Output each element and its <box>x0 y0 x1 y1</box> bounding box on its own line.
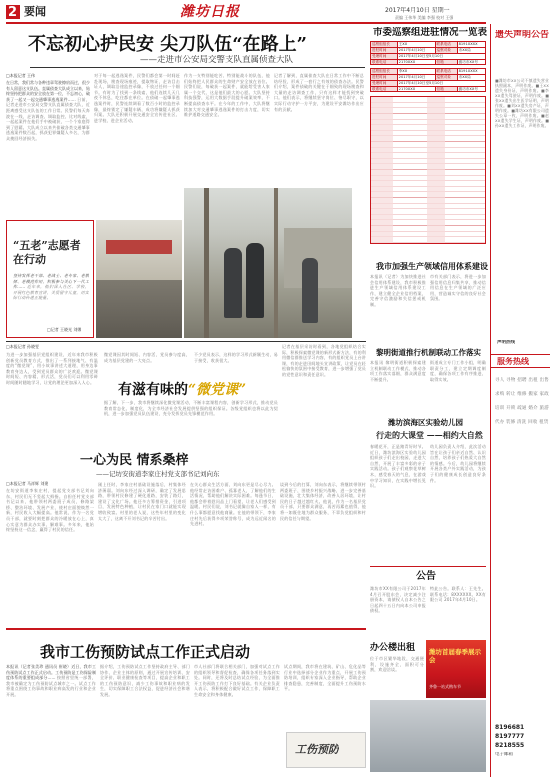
feature-rule <box>6 341 366 342</box>
cell-label: 联系电话 <box>371 59 398 65</box>
lead-column-5 <box>274 188 364 212</box>
masthead <box>0 0 550 24</box>
street-column-1: 本报讯 黎明街道积极探索建立机制联动工作模式，推动各项工作落实落细，群众满意度不断提升。 <box>370 360 426 382</box>
cell-value: 2017年4月10日 <box>397 47 435 53</box>
bottom-column-1: 本报讯（记者张美珍 通讯员 崔晓）近日，我市工伤预防试点工作正式启动。工伤预防是工伤保险制度体系的重要组成部分…… 按照省里统一部署，我市被确定为工伤预防试点城市之一。试点工作将重点围绕工伤事故和职业病高发的行业和企业开展。 <box>6 664 96 697</box>
cell-value: 潍坊市XX号 <box>457 59 485 65</box>
hearts-column-2: 刚上任时，李家庄村基础设施落后，村集体经济薄弱。刘向东经过深入调研，确定了发展思路，带领村民修建了硬化道路，安装了路灯，建设了文化广场。他还多方筹措资金，引进项目，发展特色种植，让村民在家门口就能实现增收致富。村里的老人说，这些年村里的变化太大了，这离不开刘书记的辛苦付出。 <box>98 482 186 521</box>
table-title: 市委巡察组进驻情况一览表 <box>373 27 488 38</box>
cell-label: 巡察对象 <box>435 74 457 80</box>
phone-number: 8196681 <box>495 724 525 731</box>
ad-auto-sub: 齐鲁一站式购车节 <box>429 684 461 689</box>
cell-value: 2017年4月10日至5月10日 <box>397 80 485 86</box>
cell-value: 2017年4月10日至5月10日 <box>397 53 485 59</box>
cell-label: 信箱 <box>435 86 457 92</box>
email-label: 电子邮箱 <box>495 752 513 757</box>
volunteer-byline: □记者 王晓光 刘娜 <box>47 327 82 332</box>
cell-value: 2170XXX <box>397 59 435 65</box>
phone-number: 8197777 <box>495 733 525 740</box>
stamp-label: 工伤预防 <box>295 743 339 756</box>
feature-column-3: 不少党员表示，这样的学习形式新颖生动，易于接受，收获很大。 <box>194 352 278 363</box>
photo-officer <box>224 248 242 318</box>
hearts-column-4: 谈到今后的打算，刘向东表示，将继续带领村两委班子，围绕乡村振兴战略，进一步完善基础设施，壮大集体经济，改善人居环境，让村民的日子越过越红火。他说，作为一名基层党员干部，只要群众满意，再苦再累也值得，他将一如既往地为群众服务，不辜负党组织和村民的信任与期望。 <box>280 482 366 521</box>
lead-rule <box>30 67 365 68</box>
photo-tree <box>204 188 209 338</box>
ad-auto-title: 潍坊首届春季展示会 <box>429 648 481 664</box>
photo-crowd <box>96 280 182 338</box>
inspection-table-more <box>370 96 486 244</box>
cell-value: 市XX局 <box>457 47 485 53</box>
photo-officer <box>302 258 318 323</box>
kindergarten-column-2: 幼儿园负责人介绍，此次活动旨在让孩子们亲近自然、认识自然，培养孩子们热爱大自然的情感。今后，幼儿园将继续开展各类户外实践活动，为孩子们的健康成长创造良好条件。 <box>430 444 486 483</box>
ad-auto-banner <box>426 640 486 698</box>
edge-headline: 遗失声明公告 <box>495 30 550 40</box>
cell-label: 联系电话 <box>435 42 457 48</box>
notice-column-1: 潍坊市XX有限公司于2017年4月召开股东会，决定减少注册资本，请债权人自本公告之日起四十五日内向本公司申报债权。 <box>370 586 426 614</box>
service-title: 服务热线 <box>497 357 529 366</box>
phone-number: 8218555 <box>495 742 525 749</box>
lead-column-2: 对于每一起逃逸案件，民警们都会第一时间赶赴现场，勘查现场痕迹，提取物证，走访目击证人，调取沿途监控录像，不放过任何一个细节。有时为了找到一条线索，他们连续几天几夜不休息，吃住都在单位。在侦破一起肇事逃逸案件时，民警连续调看了数百小时的监控录像，最终锁定了嫌疑车辆，成功将嫌疑人抓获归案。大队还积极开展交通安全宣传进社区、进学校、进企业活动。 <box>94 73 180 123</box>
bottom-column-3: 市人社部门将联合相关部门，加强对试点工作的组织领导和督促检查，确保各项任务落到实处。同时，还将及时总结试点经验，为全面推开工伤预防工作打下良好基础。有关企业负责人表示，将积极配合做好试点工作，保障职工生命安全和身体健康。 <box>194 664 280 697</box>
paper-name: 潍坊日报 <box>180 4 240 20</box>
cell-label: 受理时间 <box>371 53 398 59</box>
page-number: 2 <box>8 5 18 20</box>
feature-title-quoted: “微党课” <box>188 382 247 398</box>
volunteer-title: “五老”志愿者 在行动 <box>13 239 81 266</box>
cell-label: 信箱 <box>435 59 457 65</box>
cell-label: 巡察组组长 <box>371 69 398 75</box>
bottom-rule <box>6 628 366 630</box>
ad-office-title: 办公楼出租 <box>370 643 416 653</box>
lead-subtitle: ——走进市公安局交警支队直属侦查大队 <box>140 55 294 65</box>
cell-label: 进驻时间 <box>371 47 398 53</box>
hearts-subtitle: ——记坊安街道李家庄村党支部书记刘向东 <box>96 470 220 478</box>
cell-value: 市XX局 <box>457 74 485 80</box>
cell-label: 联系电话 <box>371 86 398 92</box>
volunteer-box <box>6 220 94 338</box>
photo-officer <box>246 243 264 318</box>
edge-text-1: ■潍坊市XX公司不慎遗失营业执照副本，声明作废。■王XX遗失身份证，声明作废。■李XX遗失驾驶证，声明作废。■张XX遗失出生医学证明，声明作废。■刘XX遗失房产证，声明作废。■潍坊XX有限公司遗失公章一枚，声明作废。■赵XX遗失学生证，声明作废。■孙XX遗失工作证，声明作废。 <box>495 78 549 128</box>
feature-column-2: 微党课因其时间短、内容活，党员参与度高，成为基层党建的一大亮点。 <box>104 352 190 363</box>
cell-value: 王XX <box>397 42 435 48</box>
lead-title: 不忘初心护民安 尖刀队伍“在路上” <box>28 34 307 55</box>
credit-column-2: 市有关部门表示，将进一步加强信用信息归集共享，推动信用信息在生产领域的广泛应用，营造诚实守信的良好社会氛围。 <box>430 274 486 302</box>
feature-column-4: 记者在基层采访时看到，各地党组织结合实际，积极探索微党课的新形式新方法，有的利用微信群推送学习内容，有的组织党员上台讲课，有的走进田间地头宣讲政策，让党员在轻松愉快的氛围中接受教育，进一步增强了党员的党性意识和责任意识。 <box>282 344 366 377</box>
phone-list <box>495 724 550 774</box>
lead-column-3: 作为一支特别能吃苦、特别能战斗的队伍，他们始终把人民群众的生命财产安全放在首位。民警们说，每破获一起案件，就能给受害人家属一个交代，这是他们最大的心愿。大队坚持科技强警，运用大数据手段提升破案效率，不断提高侦查水平。在今年的工作中，大队将继续加大对交通肇事逃逸案件的打击力度，切实维护道路交通安全。 <box>184 73 270 118</box>
editors: 责编 王伟华 美编 李强 校对 王强 <box>395 15 454 20</box>
cell-value: 8191XXXX <box>457 69 485 75</box>
section-name: 要闻 <box>24 5 46 18</box>
notice-title: 公告 <box>416 571 436 582</box>
table-label-column <box>371 97 393 244</box>
cell-value: 潍坊市XX号 <box>457 86 485 92</box>
edge-strip <box>490 24 550 777</box>
cell-label: 受理时间 <box>371 80 398 86</box>
bottom-title: 我市工伤预防试点工作正式启动 <box>40 643 251 661</box>
kindergarten-column-1: 春暖花开，正是踏青好时节。近日，潍坊滨海区实验幼儿园组织孩子们走出校园，走进大自然，开展了丰富多彩的亲子实践活动。孩子们观察花草树木，感受春天的气息，在游戏中学习知识，在实践中增长见识。 <box>370 444 426 489</box>
lead-column-4: 记者了解到，直属侦查大队在日常工作中不断总结经验，形成了一套行之有效的侦查办法。民警们介绍，案件侦破的关键在于细致的现场勘查和大量的走访调查工作，只有这样才能找到突破口。他们表示，将继续坚守岗位、恪尽职守，以实际行动守护一方平安，为建设平安潍坊作出应有的贡献。 <box>274 73 364 112</box>
ad-office-text: 位于市区繁华地段，交通便利，设施齐全，面积可分割，欢迎洽谈。 <box>370 656 424 673</box>
bottom-intro: 本报讯（记者张美珍 通讯员 崔晓）近日，我市工伤预防试点工作正式启动。工伤预防是工伤保险制度体系的重要组成部分…… <box>6 664 96 681</box>
cell-label: 联系电话 <box>435 69 457 75</box>
edge-text-2: 寻人 寻物 招聘 出租 出售 求购 转让 维修 搬家 家政 培训 开锁 疏通 婚介 旅游 代办 装修 清洗 回收 租赁 <box>495 378 549 425</box>
stamp-badge <box>286 732 366 768</box>
bottom-column-2: 据介绍，工伤预防试点工作坚持政府主导、部门协作、企业主体的原则，通过开展宣传培训、安全评价、职业健康检查等项目，提高企业和职工的工伤预防意识，减少工伤事故和职业病的发生，切实保障职工合法权益，促进经济社会和谐发展。 <box>100 664 190 697</box>
cell-value: 李XX <box>397 69 435 75</box>
cell-value: 2170XXX <box>397 86 435 92</box>
notice-rule <box>370 566 486 567</box>
cell-value: 2017年4月10日 <box>397 74 435 80</box>
kindergarten-title: 潍坊滨海区实验幼儿园 <box>388 418 463 427</box>
street-title: 黎明街道推行机制联动工作落实 <box>376 348 481 357</box>
hearts-byline: □本报记者 马祥辉 刘建 <box>6 481 49 486</box>
service-badge <box>491 354 550 368</box>
cell-label: 巡察对象 <box>435 47 457 53</box>
hearts-title: 一心为民 情系桑梓 <box>80 453 189 468</box>
cell-label: 巡察组组长 <box>371 42 398 48</box>
hearts-column-3: 在关心群众生活方面，刘向东更是尽心尽力。他经常走访困难户、孤寡老人，了解他们的生活情况，帮助他们解决实际困难。每逢节日，他都会带着慰问品上门看望，让老人们感受到温暖。村民们说，刘书记就像自家人一样，有什么事都愿意找他商量。在他的带领下，李家庄村先后获得多项荣誉称号，成为远近闻名的先进村。 <box>190 482 276 527</box>
lead-column-1: 在日常，我们常与各种违章驾驶擦肩而过，很少有人留意这支队伍。直属侦查大队成立以来，始终坚持把群众的安全放在第一位，不忘初心，破获了一起又一起交通肇事逃逸案件…… 日前，记者走进市公安局交警支队直属侦查大队，近距离感受这支队伍的工作日常。民警们每天奔波在一线，走访调查、调取监控、比对线索，一起起案件在他们手中被破获，一个个家庭得到了慰藉。大队成立以来共侦破各类交通肇事逃逸案件数百起，抓获犯罪嫌疑人多名，为群众挽回经济损失。 <box>6 80 90 141</box>
table-label-column <box>427 97 445 244</box>
issue-date: 2017年4月10日 星期一 <box>385 7 450 14</box>
inspection-table-1 <box>370 41 486 65</box>
cell-label: 进驻时间 <box>371 74 398 80</box>
edge-hotline-label: 声明热线 <box>497 340 515 345</box>
lead-intro: 在日常，我们常与各种违章驾驶擦肩而过，很少有人留意这支队伍。直属侦查大队成立以来，始终坚持把群众的安全放在第一位，不忘初心，破获了一起又一起交通肇事逃逸案件…… <box>6 80 90 102</box>
masthead-rule <box>6 22 486 24</box>
feature-column-1: 为进一步加强基层党组织建设，近年来我市积极创新党员教育方式，推出了一系列接地气、有温度的“微党课”，用小故事讲述大道理，用身边事教育身边人，受到党员群众的广泛欢迎。微党课时间短、内容精、形式活，党员们可以利用零碎时间随时随地学习，让党的理论更加深入人心。 <box>6 352 98 385</box>
feature-column-5: 据了解，下一步，我市将继续深化微党课活动，不断丰富课程内容，创新学习形式，推动党员教育常态化、制度化，为全市经济社会发展提供坚强的组织保证。各级党组织也将以此为契机，进一步加强党员队伍建设，充分发挥党员先锋模范作用。 <box>104 400 278 417</box>
photo-building <box>284 228 352 288</box>
credit-title: 我市加强生产领域信用体系建设 <box>376 261 488 271</box>
kindergarten-subtitle: 行走的大课堂 ——相约大自然 <box>376 430 483 440</box>
hearts-column-1: 在坊安街道李家庄村，提起党支部书记刘向东，村民们无不竖起大拇指。自担任村党支部书记以来，他带领村两委班子成员，修路架桥、整治环境、发展产业，使村庄面貌焕然一新，村民收入大幅提高。他常说，作为一名党员干部，就要时刻把群众的冷暖放在心上，真心实意为群众办实事、解难事。多年来，他始终坚持这一信念，赢得了村民的信任。 <box>6 488 94 533</box>
photo-banner <box>106 240 172 254</box>
cell-value: 8191XXXX <box>457 42 485 48</box>
volunteer-photo <box>96 220 182 338</box>
volunteer-text: 坚持发挥老干部、老战士、老专家、老教师、老模范作用，积极参与关心下一代工作…… 近年来，他们深入社区、学校，开展红色教育宣讲，关爱留守儿童，用实际行动传递正能量。 <box>13 273 89 301</box>
inspection-table-2 <box>370 68 486 92</box>
lead-byline: □本报记者 王伟 <box>6 73 36 78</box>
notice-column-2: 特此公告。联系人：王先生。联系电话：8XXXXXX。XX有限公司 2017年4月10日。 <box>430 586 486 603</box>
feature-byline: □本报记者 孙晓雯 <box>6 344 40 349</box>
bottom-column-4: 试点期间，我市将在建筑、矿山、危化品等行业中选择部分企业作为重点，开展工伤预防培训，组织专家深入企业指导，帮助企业排查隐患，完善制度，全面提升工伤预防水平。 <box>284 664 366 692</box>
bottom-right-photo <box>370 700 486 772</box>
feature-title: 有滋有味的“微党课” <box>118 382 247 398</box>
street-column-2: 街道成立专门工作小组，明确职责分工，建立定期调度制度，确保各项工作有序推进、取得实效。 <box>430 360 486 382</box>
credit-column-1: 本报讯（记者）为加快推进社会信用体系建设，我市积极推进生产领域信用体系建设工作，建立健全企业信用档案，完善守信激励和失信惩戒机制。 <box>370 274 426 307</box>
